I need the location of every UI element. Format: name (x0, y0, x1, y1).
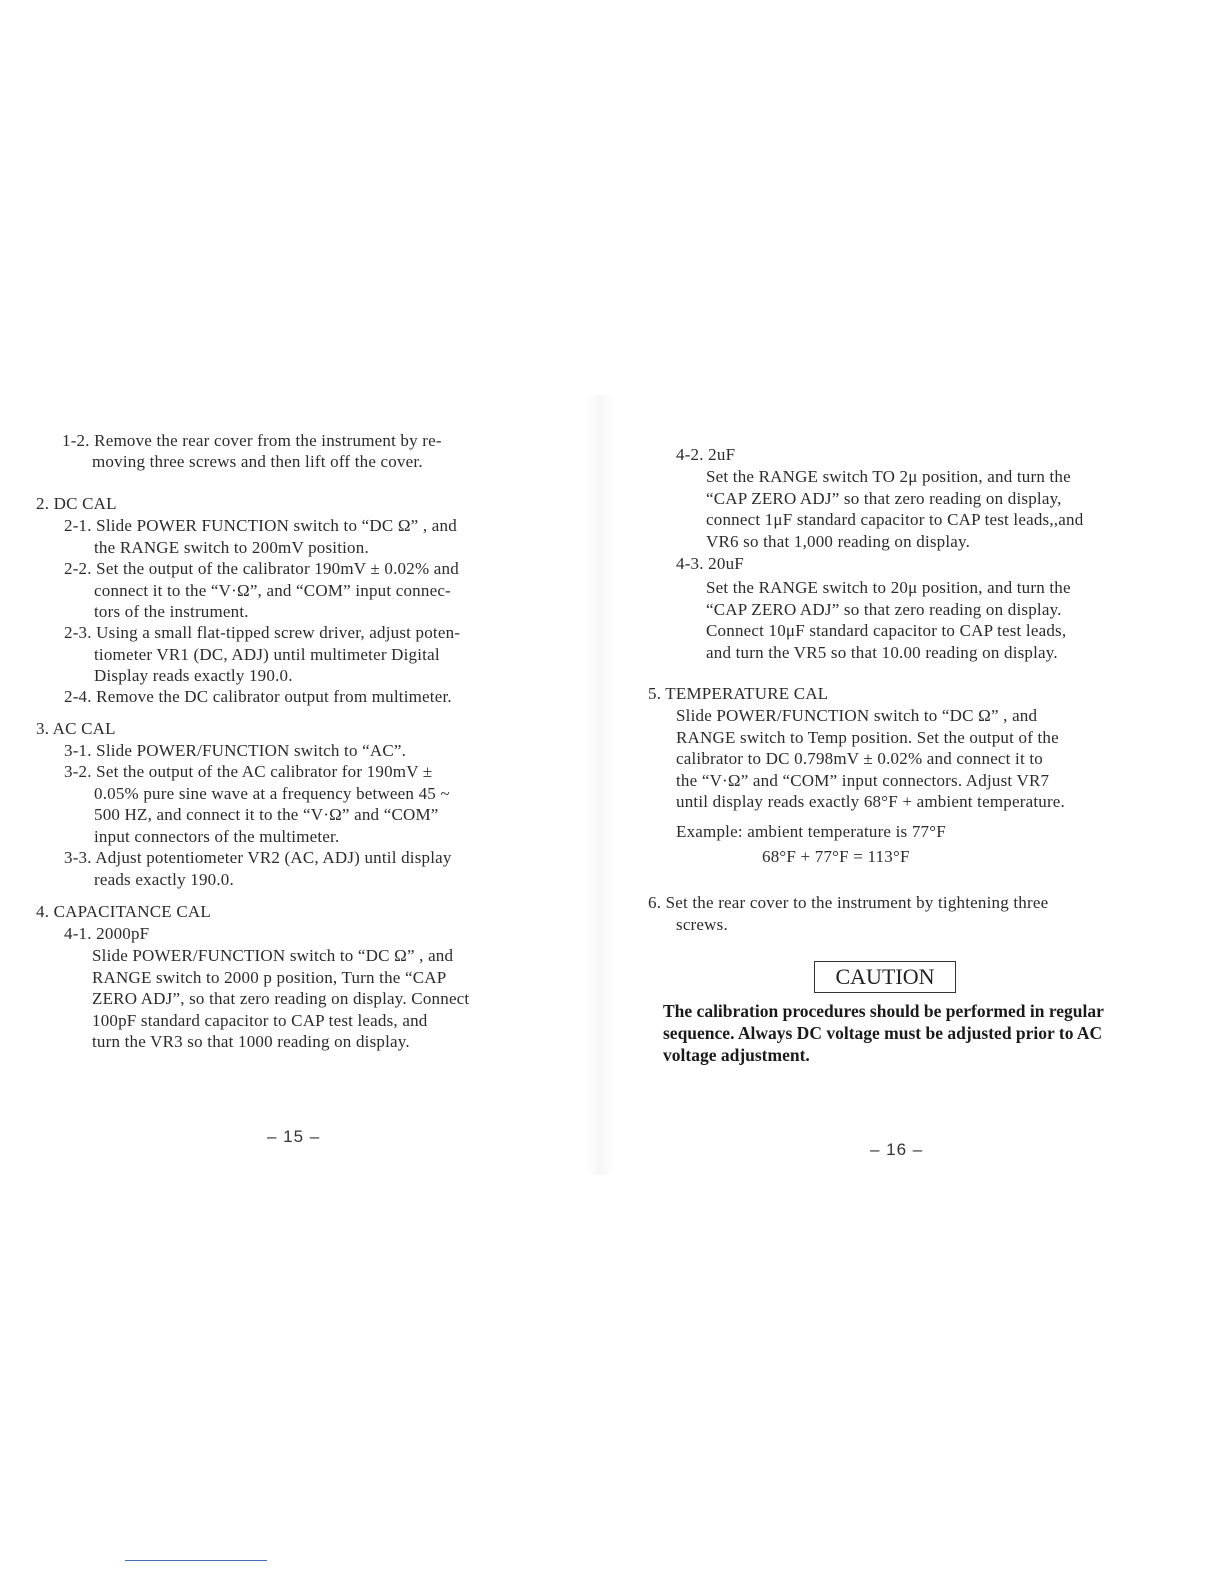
item-3-2 (64, 761, 560, 847)
item-text-line: Using a small flat-tipped screw driver, adjust poten- (96, 623, 461, 642)
item-text-line: the RANGE switch to 200mV position. (94, 537, 369, 557)
item-text-line: reads exactly 190.0. (94, 869, 234, 889)
item-number: 6. (648, 893, 662, 912)
caution-text: The calibration procedures should be performed in regular sequence. Always DC voltage must be adjusted prior to AC voltage adjustment. (663, 1001, 1104, 1065)
item-text-line: RANGE switch to 2000 p position, Turn the “CAP (92, 967, 447, 987)
section-heading-capacitance-cal: 4. CAPACITANCE CAL (36, 902, 211, 921)
item-text-line: connect it to the “V·Ω”, and “COM” input connec- (94, 580, 451, 600)
item-number: 3-1. (64, 741, 92, 760)
item-4-1-title (64, 923, 149, 945)
item-text-line: moving three screws and then lift off the cover. (92, 452, 423, 471)
item-4-3-body (706, 577, 1168, 663)
item-4-1-body (92, 945, 556, 1053)
page-number: – 16 – (870, 1140, 924, 1159)
item-number: 4-2. (676, 445, 704, 464)
item-text-line: Set the RANGE switch to 20μ position, and turn the (706, 578, 1071, 597)
item-text-line: Slide POWER FUNCTION switch to “DC Ω” , and (96, 516, 457, 535)
item-2-4 (64, 686, 560, 708)
item-title: 20uF (708, 554, 744, 573)
temperature-example-calc: 68°F + 77°F = 113°F (762, 847, 910, 866)
item-text-line: and turn the VR5 so that 10.00 reading on display. (706, 642, 1058, 662)
item-text-line: Slide POWER/FUNCTION switch to “AC”. (96, 741, 407, 760)
section-heading-ac-cal: 3. AC CAL (36, 719, 116, 738)
caution-title: CAUTION (814, 961, 956, 993)
item-number: 1-2. (62, 431, 90, 450)
section-5-body (676, 705, 1168, 813)
item-text-line: Set the output of the calibrator 190mV ± 0.02% and (96, 559, 459, 578)
item-text-line: Set the rear cover to the instrument by tightening three (665, 893, 1049, 912)
item-text-line: Remove the DC calibrator output from multimeter. (96, 687, 452, 706)
item-1-2 (62, 430, 442, 452)
item-title: 2000pF (96, 924, 150, 943)
item-text-line: tiometer VR1 (DC, ADJ) until multimeter Digital (94, 644, 440, 664)
item-3-3 (64, 847, 560, 890)
item-text-line: tors of the instrument. (94, 602, 249, 621)
item-text-line: Slide POWER/FUNCTION switch to “DC Ω” , and (676, 706, 1038, 725)
item-text-line: Set the RANGE switch TO 2μ position, and turn the (706, 467, 1071, 486)
item-number: 4-3. (676, 554, 704, 573)
item-text-line: until display reads exactly 68°F + ambient temperature. (676, 792, 1066, 811)
item-text-line: Connect 10μF standard capacitor to CAP test leads, (706, 621, 1067, 640)
item-2-1 (64, 515, 560, 558)
item-text-line: ZERO ADJ”, so that zero reading on display. Connect (92, 989, 470, 1008)
item-number: 2-4. (64, 687, 92, 706)
item-number: 3-2. (64, 762, 92, 781)
item-text-line: VR6 so that 1,000 reading on display. (706, 531, 971, 551)
item-text-line: 0.05% pure sine wave at a frequency between 45 ~ (94, 783, 450, 803)
item-number: 3-3. (64, 848, 92, 867)
page-15 (0, 0, 610, 1584)
item-text-line: “CAP ZERO ADJ” so that zero reading on display. (706, 599, 1062, 619)
section-heading-dc-cal: 2. DC CAL (36, 494, 117, 513)
section-heading-temperature-cal: 5. TEMPERATURE CAL (648, 684, 829, 703)
item-4-3-title (676, 553, 744, 575)
page-number: – 15 – (267, 1127, 321, 1146)
item-number: 4-1. (64, 924, 92, 943)
footer-rule (125, 1560, 267, 1561)
item-number: 2-1. (64, 516, 92, 535)
item-2-2 (64, 558, 560, 623)
item-text-line: “CAP ZERO ADJ” so that zero reading on display, (706, 488, 1062, 508)
item-text-line: Display reads exactly 190.0. (94, 666, 293, 685)
item-text-line: Slide POWER/FUNCTION switch to “DC Ω” , and (92, 946, 454, 965)
item-number: 2-2. (64, 559, 92, 578)
item-1-2-continuation (92, 451, 423, 473)
item-text-line: 100pF standard capacitor to CAP test leads, and (92, 1010, 428, 1030)
item-number: 2-3. (64, 623, 92, 642)
item-text-line: RANGE switch to Temp position. Set the output of the (676, 727, 1059, 747)
item-title: 2uF (708, 445, 736, 464)
item-4-2-title (676, 444, 735, 466)
item-text-line: Adjust potentiometer VR2 (AC, ADJ) until display (95, 848, 452, 867)
temperature-example: Example: ambient temperature is 77°F (676, 822, 946, 841)
page-16 (610, 0, 1224, 1584)
item-text-line: the “V·Ω” and “COM” input connectors. Adjust VR7 (676, 770, 1050, 790)
item-text-line: Remove the rear cover from the instrument by re- (94, 431, 442, 450)
item-text-line: Set the output of the AC calibrator for 190mV ± (96, 762, 433, 781)
item-6 (648, 892, 1168, 935)
item-text-line: 500 HZ, and connect it to the “V·Ω” and “COM” (94, 805, 439, 824)
item-text-line: connect 1μF standard capacitor to CAP test leads,,and (706, 510, 1084, 529)
item-text-line: turn the VR3 so that 1000 reading on display. (92, 1032, 410, 1051)
item-3-1 (64, 740, 560, 762)
item-text-line: input connectors of the multimeter. (94, 826, 340, 846)
item-text-line: screws. (676, 914, 728, 934)
item-text-line: calibrator to DC 0.798mV ± 0.02% and connect it to (676, 749, 1043, 768)
item-4-2-body (706, 466, 1168, 552)
item-2-3 (64, 622, 560, 687)
